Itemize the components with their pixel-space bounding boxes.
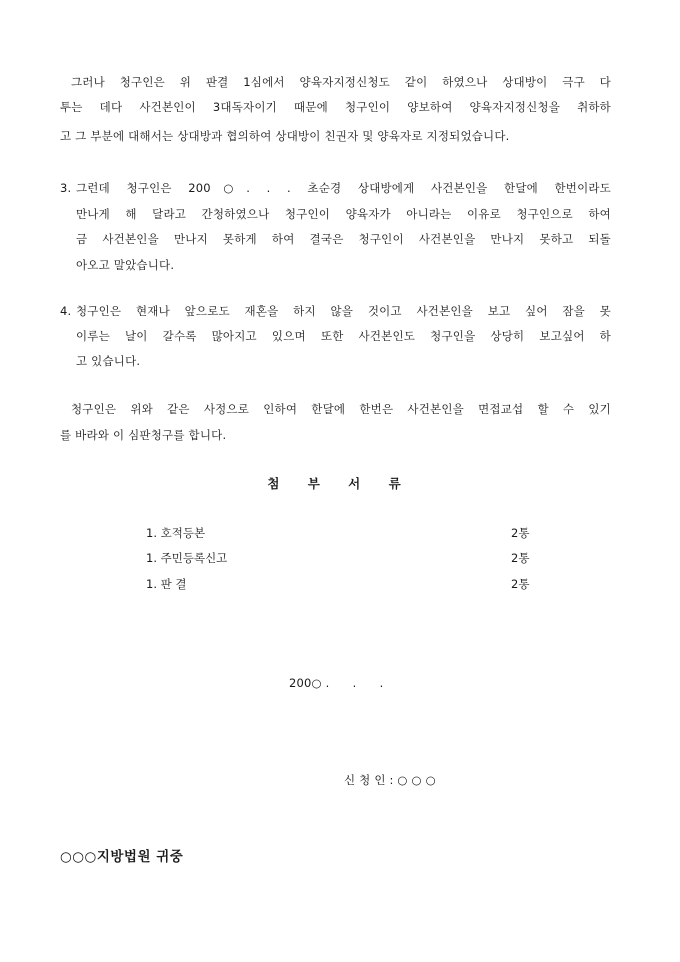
- attachment-qty: 2통: [511, 551, 530, 565]
- item-3-line-1: 그런데 청구인은 200○. . . 초순경 상대방에게 사건본인을 한달에 한번이라도: [76, 181, 611, 195]
- item-3-line-3: 금 사건본인을 만나지 못하게 하여 결국은 청구인이 사건본인을 만나지 못하고 되돌: [76, 232, 611, 246]
- item-3-number: 3.: [60, 181, 72, 195]
- attachment-label: 1. 호적등본: [146, 526, 206, 540]
- attachment-label: 1. 주민등록신고: [146, 551, 228, 565]
- closing-line-2: 를 바라와 이 심판청구를 합니다.: [60, 428, 227, 442]
- item-3-line-4: 아오고 말았습니다.: [76, 258, 175, 272]
- paragraph-1-line-3: 고 그 부분에 대해서는 상대방과 협의하여 상대방이 친권자 및 양육자로 지정되었습니다.: [60, 129, 510, 143]
- closing-line-1: 청구인은 위와 같은 사정으로 인하여 한달에 한번은 사건본인을 면접교섭 할 수 있기: [71, 402, 611, 416]
- paragraph-1-line-2: 투는 데다 사건본인이 3대독자이기 때문에 청구인이 양보하여 양육자지정신청을 취하하: [60, 100, 611, 114]
- applicant-signature: 신 청 인 : ○ ○ ○: [344, 773, 436, 787]
- item-4-number: 4.: [60, 304, 72, 318]
- filing-date: 200○ . . .: [289, 676, 384, 690]
- court-addressee: ○○○지방법원 귀중: [60, 849, 184, 865]
- attachment-qty: 2통: [511, 526, 530, 540]
- attachment-qty: 2통: [511, 577, 530, 591]
- item-4-line-2: 이루는 날이 갈수록 많아지고 있으며 또한 사건본인도 청구인을 상당히 보고싶어 하: [76, 329, 611, 343]
- item-4-line-3: 고 있습니다.: [76, 354, 141, 368]
- item-4-line-1: 청구인은 현재나 앞으로도 재혼을 하지 않을 것이고 사건본인을 보고 싶어 잠을 못: [76, 304, 611, 318]
- item-3-line-2: 만나게 해 달라고 간청하였으나 청구인이 양육자가 아니라는 이유로 청구인으로 하여: [76, 207, 611, 221]
- attachments-title: 첨 부 서 류: [267, 476, 413, 491]
- attachment-label: 1. 판 결: [146, 577, 187, 591]
- paragraph-1-line-1: 그러나 청구인은 위 판결 1심에서 양육자지정신청도 같이 하였으나 상대방이 극구 다: [71, 75, 611, 89]
